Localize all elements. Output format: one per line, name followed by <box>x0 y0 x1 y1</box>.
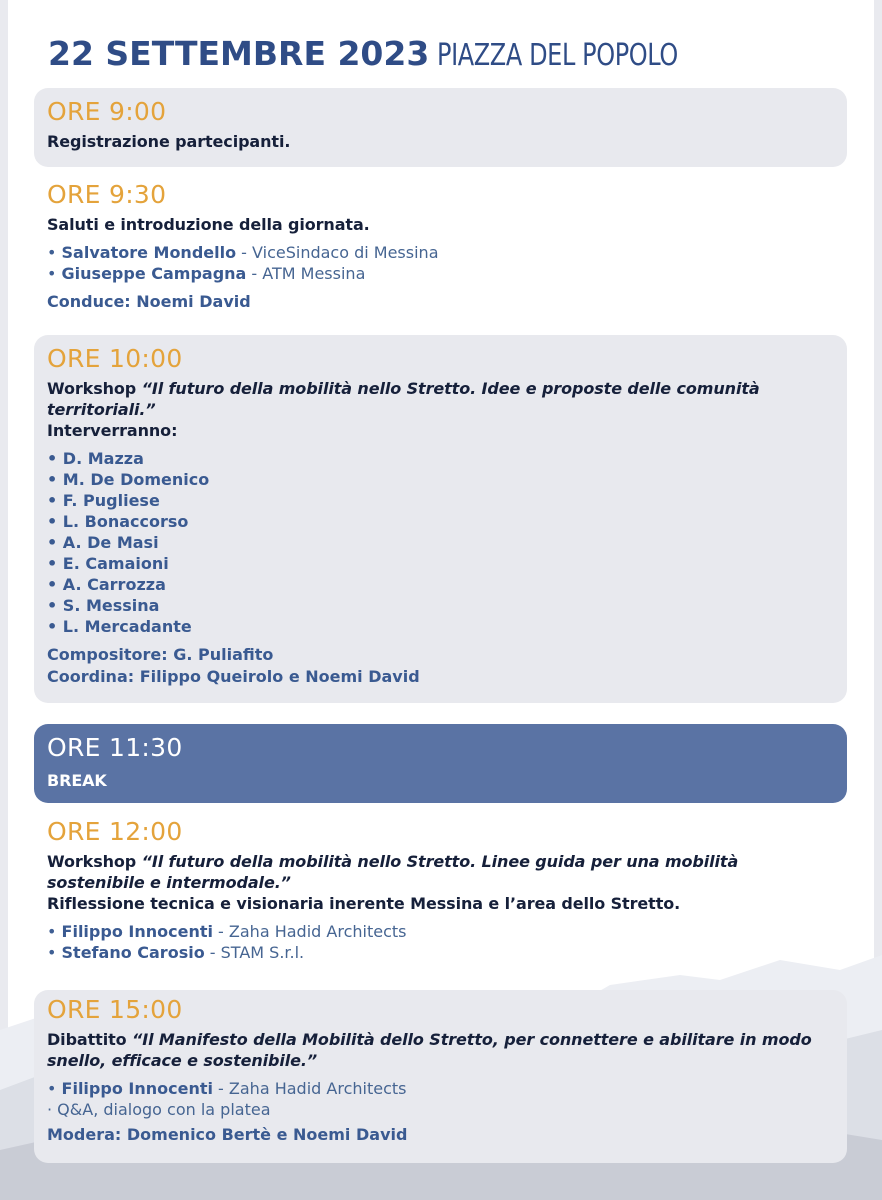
speaker-name: A. De Masi <box>62 533 159 552</box>
list-item: • M. De Domenico <box>47 470 210 489</box>
list-item: • L. Bonaccorso <box>47 512 189 531</box>
speaker-name: S. Messina <box>62 596 160 615</box>
list-item: · Q&A, dialogo con la platea <box>47 1100 271 1119</box>
item-description <box>47 1029 847 1071</box>
time-label: ORE 10:00 <box>47 344 183 373</box>
speaker-role: - ATM Messina <box>246 264 366 283</box>
list-item: • F. Pugliese <box>47 491 160 510</box>
item-subtitle: Riflessione tecnica e visionaria inerente Messina e l’area dello Stretto. <box>47 894 681 913</box>
item-description <box>47 378 847 420</box>
schedule-item-0900 <box>34 88 847 167</box>
list-item: • Giuseppe Campagna - ATM Messina <box>47 264 366 283</box>
break-label: BREAK <box>47 771 107 790</box>
time-label: ORE 9:00 <box>47 97 167 126</box>
speaker-role: - Zaha Hadid Architects <box>212 1079 407 1098</box>
speaker-list <box>47 1078 847 1120</box>
list-item: • E. Camaioni <box>47 554 169 573</box>
speaker-role: - ViceSindaco di Messina <box>236 243 439 262</box>
speaker-name: F. Pugliese <box>62 491 160 510</box>
speaker-name: E. Camaioni <box>62 554 169 573</box>
item-description <box>47 851 847 893</box>
qa-item: Q&A, dialogo con la platea <box>57 1100 271 1119</box>
speaker-name: Filippo Innocenti <box>61 1079 213 1098</box>
schedule-item-1500 <box>34 990 847 1163</box>
list-item: • Salvatore Mondello - ViceSindaco di Messina <box>47 243 439 262</box>
speaker-list <box>47 242 847 284</box>
description-prefix: Workshop <box>47 852 142 871</box>
speaker-role: - STAM S.r.l. <box>204 943 305 962</box>
time-label: ORE 11:30 <box>47 733 183 762</box>
description-prefix: Dibattito <box>47 1030 133 1049</box>
speaker-name: Giuseppe Campagna <box>61 264 247 283</box>
speaker-list <box>47 448 847 637</box>
speakers-heading: Interverranno: <box>47 421 178 440</box>
list-item: • A. Carrozza <box>47 575 166 594</box>
moderator-note: Modera: Domenico Bertè e Noemi David <box>47 1125 408 1144</box>
composer-note: Compositore: G. Puliafito <box>47 645 274 664</box>
speaker-name: L. Bonaccorso <box>62 512 189 531</box>
workshop-title: “Il futuro della mobilità nello Stretto. Linee guida per una mobilità sostenibile e intermodale.” <box>47 852 739 892</box>
event-place: PIAZZA DEL POPOLO <box>437 38 679 73</box>
speaker-name: A. Carrozza <box>62 575 166 594</box>
list-item: • A. De Masi <box>47 533 159 552</box>
list-item: • L. Mercadante <box>47 617 192 636</box>
list-item: • Filippo Innocenti - Zaha Hadid Architects <box>47 922 407 941</box>
host-note: Conduce: Noemi David <box>47 292 251 311</box>
speaker-name: Salvatore Mondello <box>61 243 237 262</box>
description-prefix: Workshop <box>47 379 142 398</box>
list-item: • D. Mazza <box>47 449 144 468</box>
workshop-title: “Il futuro della mobilità nello Stretto. Idee e proposte delle comunità territoriali.” <box>47 379 760 419</box>
list-item: • Filippo Innocenti - Zaha Hadid Architects <box>47 1079 407 1098</box>
item-description: Registrazione partecipanti. <box>47 132 291 151</box>
speaker-name: Filippo Innocenti <box>61 922 213 941</box>
speaker-name: Stefano Carosio <box>61 943 205 962</box>
time-label: ORE 12:00 <box>47 817 183 846</box>
schedule-item-1000 <box>34 335 847 703</box>
event-header <box>48 34 738 73</box>
list-item: • S. Messina <box>47 596 160 615</box>
schedule-item-break <box>34 724 847 803</box>
speaker-role: - Zaha Hadid Architects <box>212 922 407 941</box>
item-description: Saluti e introduzione della giornata. <box>47 215 370 234</box>
time-label: ORE 15:00 <box>47 995 183 1024</box>
coordinator-note: Coordina: Filippo Queirolo e Noemi David <box>47 667 420 686</box>
event-date: 22 SETTEMBRE 2023 <box>48 34 430 73</box>
speaker-name: M. De Domenico <box>62 470 210 489</box>
speaker-name: L. Mercadante <box>62 617 192 636</box>
time-label: ORE 9:30 <box>47 180 167 209</box>
speaker-list <box>47 921 847 963</box>
debate-title: “Il Manifesto della Mobilità dello Stretto, per connettere e abilitare in modo snello, efficace e sostenibile.” <box>47 1030 812 1070</box>
speaker-name: D. Mazza <box>62 449 144 468</box>
schedule-item-1200 <box>34 817 847 977</box>
list-item: • Stefano Carosio - STAM S.r.l. <box>47 943 305 962</box>
schedule-item-0930 <box>34 180 847 325</box>
